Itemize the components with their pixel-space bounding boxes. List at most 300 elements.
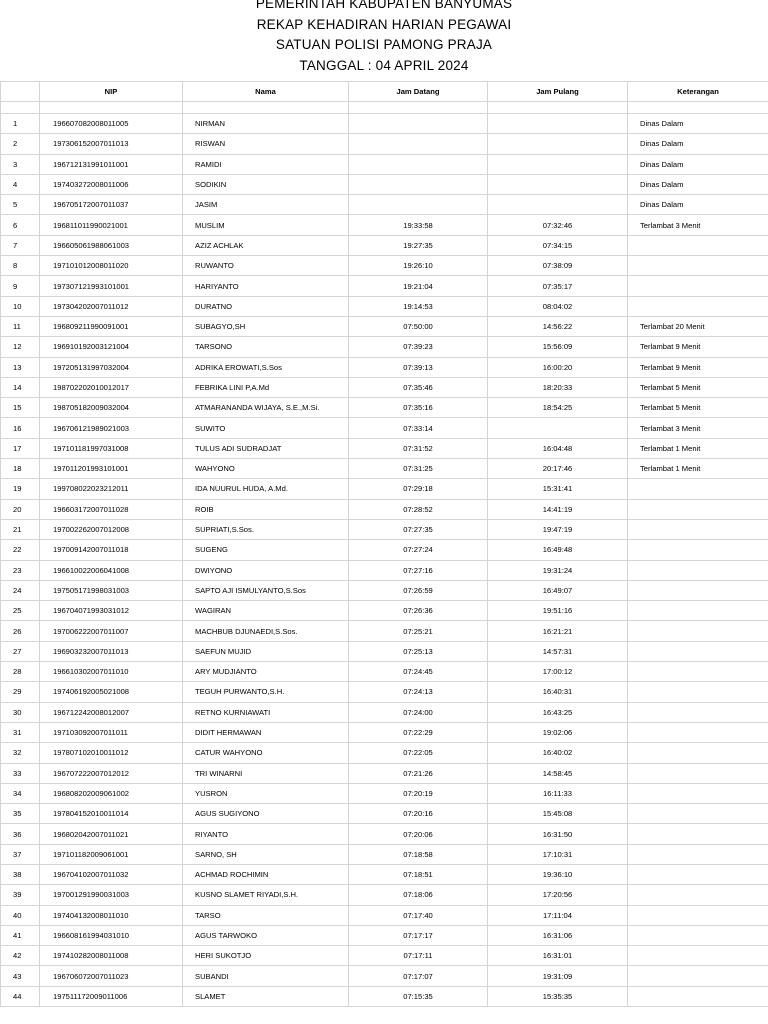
row-number: 26 <box>1 621 40 641</box>
jam-pulang-cell: 16:31:01 <box>488 946 628 966</box>
nama-cell: ACHMAD ROCHIMIN <box>183 864 349 884</box>
nama-cell: RETNO KURNIAWATI <box>183 702 349 722</box>
keterangan-cell <box>628 662 768 682</box>
row-number: 2 <box>1 134 40 154</box>
row-number: 13 <box>1 357 40 377</box>
jam-datang-cell: 07:50:00 <box>349 316 488 336</box>
row-number: 8 <box>1 256 40 276</box>
jam-pulang-cell: 15:45:08 <box>488 804 628 824</box>
table-row <box>1 256 768 276</box>
keterangan-cell: Terlambat 3 Menit <box>628 215 768 235</box>
row-number: 42 <box>1 946 40 966</box>
jam-pulang-cell: 15:35:35 <box>488 986 628 1006</box>
nama-cell: CATUR WAHYONO <box>183 743 349 763</box>
keterangan-cell: Dinas Dalam <box>628 134 768 154</box>
jam-datang-cell: 07:31:25 <box>349 459 488 479</box>
jam-datang-cell: 07:39:23 <box>349 337 488 357</box>
blank-cell <box>628 102 768 114</box>
jam-datang-cell: 07:39:13 <box>349 357 488 377</box>
jam-datang-cell: 07:15:35 <box>349 986 488 1006</box>
row-number: 3 <box>1 154 40 174</box>
blank-cell <box>183 102 349 114</box>
nama-cell: AZIZ ACHLAK <box>183 235 349 255</box>
nip-cell: 196808202009061002 <box>40 783 183 803</box>
table-row <box>1 540 768 560</box>
keterangan-cell <box>628 946 768 966</box>
nip-cell: 196712242008012007 <box>40 702 183 722</box>
nama-cell: JASIM <box>183 195 349 215</box>
jam-pulang-cell: 19:47:19 <box>488 519 628 539</box>
row-number: 40 <box>1 905 40 925</box>
nama-cell: ATMARANANDA WIJAYA, S.E.,M.Si. <box>183 398 349 418</box>
nip-cell: 197403272008011006 <box>40 174 183 194</box>
jam-pulang-cell: 14:57:31 <box>488 641 628 661</box>
nip-cell: 196605061988061003 <box>40 235 183 255</box>
table-row <box>1 641 768 661</box>
table-body <box>1 102 768 1007</box>
table-row <box>1 824 768 844</box>
nama-cell: TARSO <box>183 905 349 925</box>
jam-datang-cell: 07:24:13 <box>349 682 488 702</box>
nama-cell: TARSONO <box>183 337 349 357</box>
nip-cell: 197406192005021008 <box>40 682 183 702</box>
nama-cell: SUPRIATI,S.Sos. <box>183 519 349 539</box>
jam-datang-cell: 07:20:16 <box>349 804 488 824</box>
jam-pulang-cell: 16:04:48 <box>488 438 628 458</box>
keterangan-cell <box>628 702 768 722</box>
column-header-jam-pulang: Jam Pulang <box>488 82 628 102</box>
nip-cell: 196809211990091001 <box>40 316 183 336</box>
row-number: 43 <box>1 966 40 986</box>
jam-datang-cell: 19:27:35 <box>349 235 488 255</box>
nip-cell: 197306152007011013 <box>40 134 183 154</box>
jam-datang-cell: 07:22:05 <box>349 743 488 763</box>
keterangan-cell <box>628 783 768 803</box>
keterangan-cell <box>628 925 768 945</box>
jam-datang-cell: 19:33:58 <box>349 215 488 235</box>
row-number: 16 <box>1 418 40 438</box>
nama-cell: RIYANTO <box>183 824 349 844</box>
keterangan-cell: Terlambat 5 Menit <box>628 398 768 418</box>
keterangan-cell: Dinas Dalam <box>628 195 768 215</box>
row-number: 34 <box>1 783 40 803</box>
jam-datang-cell: 07:27:16 <box>349 560 488 580</box>
nip-cell: 197002262007012008 <box>40 519 183 539</box>
jam-datang-cell: 07:18:06 <box>349 885 488 905</box>
row-number: 11 <box>1 316 40 336</box>
nip-cell: 197001291990031003 <box>40 885 183 905</box>
nama-cell: ADRIKA EROWATI,S.Sos <box>183 357 349 377</box>
jam-pulang-cell <box>488 154 628 174</box>
jam-datang-cell <box>349 134 488 154</box>
table-row <box>1 864 768 884</box>
jam-pulang-cell: 14:58:45 <box>488 763 628 783</box>
nama-cell: WAGIRAN <box>183 601 349 621</box>
row-number: 37 <box>1 844 40 864</box>
jam-datang-cell: 07:25:21 <box>349 621 488 641</box>
table-header-row <box>1 82 768 102</box>
nip-cell: 197101182009061001 <box>40 844 183 864</box>
nama-cell: RAMIDI <box>183 154 349 174</box>
nip-cell: 197101181997031008 <box>40 438 183 458</box>
table-row <box>1 844 768 864</box>
jam-pulang-cell: 16:49:48 <box>488 540 628 560</box>
jam-pulang-cell <box>488 174 628 194</box>
jam-pulang-cell: 19:36:10 <box>488 864 628 884</box>
row-number: 12 <box>1 337 40 357</box>
jam-datang-cell: 07:35:16 <box>349 398 488 418</box>
jam-datang-cell: 07:25:13 <box>349 641 488 661</box>
keterangan-cell <box>628 621 768 641</box>
row-number: 10 <box>1 296 40 316</box>
jam-datang-cell <box>349 154 488 174</box>
jam-pulang-cell: 19:31:24 <box>488 560 628 580</box>
row-number: 7 <box>1 235 40 255</box>
row-number: 22 <box>1 540 40 560</box>
table-row <box>1 195 768 215</box>
nip-cell: 197103092007011011 <box>40 722 183 742</box>
jam-datang-cell: 07:20:19 <box>349 783 488 803</box>
table-row <box>1 946 768 966</box>
table-row <box>1 114 768 134</box>
jam-pulang-cell: 16:31:06 <box>488 925 628 945</box>
jam-pulang-cell: 16:49:07 <box>488 580 628 600</box>
jam-pulang-cell: 16:21:21 <box>488 621 628 641</box>
table-row <box>1 560 768 580</box>
nip-cell: 197006222007011007 <box>40 621 183 641</box>
row-number: 21 <box>1 519 40 539</box>
keterangan-cell <box>628 479 768 499</box>
blank-cell <box>1 102 40 114</box>
nama-cell: ROIB <box>183 499 349 519</box>
keterangan-cell <box>628 601 768 621</box>
jam-datang-cell: 07:35:46 <box>349 377 488 397</box>
nama-cell: HARIYANTO <box>183 276 349 296</box>
keterangan-cell <box>628 641 768 661</box>
nip-cell: 196705172007011037 <box>40 195 183 215</box>
jam-datang-cell: 19:21:04 <box>349 276 488 296</box>
report-title-unit: SATUAN POLISI PAMONG PRAJA <box>275 37 493 52</box>
nama-cell: AGUS TARWOKO <box>183 925 349 945</box>
row-number: 28 <box>1 662 40 682</box>
nama-cell: TRI WINARNI <box>183 763 349 783</box>
nip-cell: 196707222007012012 <box>40 763 183 783</box>
row-number: 9 <box>1 276 40 296</box>
jam-pulang-cell: 16:31:50 <box>488 824 628 844</box>
nama-cell: FEBRIKA LINI P,A.Md <box>183 377 349 397</box>
keterangan-cell <box>628 743 768 763</box>
jam-pulang-cell: 18:54:25 <box>488 398 628 418</box>
jam-datang-cell: 07:28:52 <box>349 499 488 519</box>
nip-cell: 197807102010011012 <box>40 743 183 763</box>
row-number: 18 <box>1 459 40 479</box>
nip-cell: 198702202010012017 <box>40 377 183 397</box>
nama-cell: DIDIT HERMAWAN <box>183 722 349 742</box>
keterangan-cell: Terlambat 1 Menit <box>628 438 768 458</box>
table-row <box>1 986 768 1006</box>
nip-cell: 196610302007011010 <box>40 662 183 682</box>
table-row <box>1 296 768 316</box>
jam-pulang-cell: 16:00:20 <box>488 357 628 377</box>
jam-datang-cell: 07:31:52 <box>349 438 488 458</box>
table-row <box>1 499 768 519</box>
nip-cell: 196811011990021001 <box>40 215 183 235</box>
nip-cell: 196712131991011001 <box>40 154 183 174</box>
keterangan-cell <box>628 235 768 255</box>
row-number: 23 <box>1 560 40 580</box>
nip-cell: 196610022006041008 <box>40 560 183 580</box>
table-row <box>1 682 768 702</box>
jam-pulang-cell: 14:41:19 <box>488 499 628 519</box>
nama-cell: SUBANDI <box>183 966 349 986</box>
nama-cell: TEGUH PURWANTO,S.H. <box>183 682 349 702</box>
nama-cell: ARY MUDJIANTO <box>183 662 349 682</box>
nip-cell: 197304202007011012 <box>40 296 183 316</box>
table-row <box>1 580 768 600</box>
keterangan-cell <box>628 519 768 539</box>
table-row <box>1 316 768 336</box>
jam-datang-cell: 07:21:26 <box>349 763 488 783</box>
column-header-nama: Nama <box>183 82 349 102</box>
table-row <box>1 276 768 296</box>
table-row <box>1 215 768 235</box>
nip-cell: 196607082008011005 <box>40 114 183 134</box>
row-number: 27 <box>1 641 40 661</box>
nama-cell: TULUS ADI SUDRADJAT <box>183 438 349 458</box>
table-row <box>1 154 768 174</box>
jam-datang-cell: 07:17:11 <box>349 946 488 966</box>
keterangan-cell: Terlambat 5 Menit <box>628 377 768 397</box>
blank-cell <box>349 102 488 114</box>
table-row <box>1 601 768 621</box>
jam-pulang-cell: 15:56:09 <box>488 337 628 357</box>
table-row <box>1 783 768 803</box>
jam-pulang-cell <box>488 195 628 215</box>
keterangan-cell <box>628 580 768 600</box>
nip-cell: 196704071993031012 <box>40 601 183 621</box>
table-row <box>1 804 768 824</box>
nama-cell: WAHYONO <box>183 459 349 479</box>
table-row <box>1 479 768 499</box>
row-number: 32 <box>1 743 40 763</box>
nip-cell: 197011201993101001 <box>40 459 183 479</box>
table-row <box>1 438 768 458</box>
row-number: 29 <box>1 682 40 702</box>
nama-cell: DWIYONO <box>183 560 349 580</box>
jam-pulang-cell: 15:31:41 <box>488 479 628 499</box>
keterangan-cell: Dinas Dalam <box>628 174 768 194</box>
jam-pulang-cell: 19:02:06 <box>488 722 628 742</box>
nip-cell: 197009142007011018 <box>40 540 183 560</box>
nama-cell: SAPTO AJI ISMULYANTO,S.Sos <box>183 580 349 600</box>
row-number: 19 <box>1 479 40 499</box>
keterangan-cell <box>628 844 768 864</box>
row-number: 17 <box>1 438 40 458</box>
keterangan-cell: Terlambat 3 Menit <box>628 418 768 438</box>
jam-pulang-cell: 16:40:31 <box>488 682 628 702</box>
table-row <box>1 418 768 438</box>
nama-cell: RUWANTO <box>183 256 349 276</box>
keterangan-cell <box>628 560 768 580</box>
row-number: 30 <box>1 702 40 722</box>
table-row <box>1 134 768 154</box>
table-row <box>1 357 768 377</box>
nip-cell: 196704102007011032 <box>40 864 183 884</box>
row-number: 25 <box>1 601 40 621</box>
keterangan-cell <box>628 864 768 884</box>
jam-pulang-cell: 17:20:56 <box>488 885 628 905</box>
nama-cell: HERI SUKOTJO <box>183 946 349 966</box>
jam-datang-cell: 07:26:36 <box>349 601 488 621</box>
nip-cell: 196608161994031010 <box>40 925 183 945</box>
nip-cell: 197505171998031003 <box>40 580 183 600</box>
nama-cell: SLAMET <box>183 986 349 1006</box>
row-number: 6 <box>1 215 40 235</box>
jam-pulang-cell: 18:20:33 <box>488 377 628 397</box>
nip-cell: 196706072007011023 <box>40 966 183 986</box>
keterangan-cell <box>628 824 768 844</box>
keterangan-cell <box>628 763 768 783</box>
table-row <box>1 459 768 479</box>
jam-pulang-cell: 17:11:04 <box>488 905 628 925</box>
jam-datang-cell: 07:18:58 <box>349 844 488 864</box>
nama-cell: SUWITO <box>183 418 349 438</box>
table-row <box>1 925 768 945</box>
nip-cell: 197101012008011020 <box>40 256 183 276</box>
keterangan-cell <box>628 256 768 276</box>
jam-pulang-cell: 19:51:16 <box>488 601 628 621</box>
keterangan-cell <box>628 986 768 1006</box>
nama-cell: KUSNO SLAMET RIYADI,S.H. <box>183 885 349 905</box>
table-row <box>1 905 768 925</box>
row-number: 1 <box>1 114 40 134</box>
nip-cell: 197511172009011006 <box>40 986 183 1006</box>
nip-cell: 197307121993101001 <box>40 276 183 296</box>
jam-pulang-cell: 19:31:09 <box>488 966 628 986</box>
jam-datang-cell: 07:27:35 <box>349 519 488 539</box>
keterangan-cell <box>628 804 768 824</box>
jam-pulang-cell: 14:56:22 <box>488 316 628 336</box>
keterangan-cell <box>628 885 768 905</box>
nama-cell: IDA NUURUL HUDA, A.Md. <box>183 479 349 499</box>
table-row <box>1 885 768 905</box>
table-row <box>1 398 768 418</box>
table-row <box>1 621 768 641</box>
jam-datang-cell: 07:17:40 <box>349 905 488 925</box>
nama-cell: DURATNO <box>183 296 349 316</box>
jam-datang-cell <box>349 195 488 215</box>
nama-cell: SODIKIN <box>183 174 349 194</box>
nip-cell: 196903232007011013 <box>40 641 183 661</box>
keterangan-cell <box>628 276 768 296</box>
jam-pulang-cell: 07:35:17 <box>488 276 628 296</box>
table-row <box>1 702 768 722</box>
jam-datang-cell: 07:17:07 <box>349 966 488 986</box>
keterangan-cell: Terlambat 1 Menit <box>628 459 768 479</box>
row-number: 33 <box>1 763 40 783</box>
table-row <box>1 722 768 742</box>
nip-cell: 198705182009032004 <box>40 398 183 418</box>
keterangan-cell <box>628 682 768 702</box>
keterangan-cell <box>628 499 768 519</box>
table-row <box>1 966 768 986</box>
jam-pulang-cell: 07:32:46 <box>488 215 628 235</box>
jam-pulang-cell: 07:38:09 <box>488 256 628 276</box>
keterangan-cell: Dinas Dalam <box>628 154 768 174</box>
jam-datang-cell: 07:26:59 <box>349 580 488 600</box>
row-number: 35 <box>1 804 40 824</box>
keterangan-cell <box>628 722 768 742</box>
nama-cell: MACHBUB DJUNAEDI,S.Sos. <box>183 621 349 641</box>
row-number: 41 <box>1 925 40 945</box>
jam-datang-cell: 19:14:53 <box>349 296 488 316</box>
row-number: 24 <box>1 580 40 600</box>
report-header <box>0 0 768 76</box>
blank-row <box>1 102 768 114</box>
nip-cell: 196603172007011028 <box>40 499 183 519</box>
table-row <box>1 174 768 194</box>
nama-cell: RISWAN <box>183 134 349 154</box>
jam-pulang-cell: 17:10:31 <box>488 844 628 864</box>
row-number: 38 <box>1 864 40 884</box>
nip-cell: 196706121989021003 <box>40 418 183 438</box>
jam-datang-cell <box>349 174 488 194</box>
report-title-recap: REKAP KEHADIRAN HARIAN PEGAWAI <box>256 16 512 32</box>
nip-cell: 196802042007011021 <box>40 824 183 844</box>
attendance-table <box>0 81 768 1007</box>
report-title-date: TANGGAL : 04 APRIL 2024 <box>299 57 469 73</box>
nama-cell: AGUS SUGIYONO <box>183 804 349 824</box>
nama-cell: MUSLIM <box>183 215 349 235</box>
nama-cell: SUGENG <box>183 540 349 560</box>
table-row <box>1 337 768 357</box>
table-row <box>1 235 768 255</box>
table-row <box>1 662 768 682</box>
row-number: 5 <box>1 195 40 215</box>
column-header-nip: NIP <box>40 82 183 102</box>
jam-pulang-cell: 16:43:25 <box>488 702 628 722</box>
table-row <box>1 519 768 539</box>
column-header-keterangan: Keterangan <box>628 82 768 102</box>
jam-pulang-cell: 20:17:46 <box>488 459 628 479</box>
jam-datang-cell: 19:26:10 <box>349 256 488 276</box>
jam-datang-cell: 07:22:29 <box>349 722 488 742</box>
jam-pulang-cell: 08:04:02 <box>488 296 628 316</box>
jam-datang-cell: 07:24:45 <box>349 662 488 682</box>
nip-cell: 196910192003121004 <box>40 337 183 357</box>
nip-cell: 197205131997032004 <box>40 357 183 377</box>
table-row <box>1 763 768 783</box>
keterangan-cell: Terlambat 20 Menit <box>628 316 768 336</box>
report-title-agency: PEMERINTAH KABUPATEN BANYUMAS <box>255 0 513 11</box>
jam-pulang-cell: 17:00:12 <box>488 662 628 682</box>
table-row <box>1 743 768 763</box>
column-header-jam-datang: Jam Datang <box>349 82 488 102</box>
nip-cell: 197804152010011014 <box>40 804 183 824</box>
nama-cell: YUSRON <box>183 783 349 803</box>
keterangan-cell: Dinas Dalam <box>628 114 768 134</box>
jam-datang-cell: 07:20:06 <box>349 824 488 844</box>
jam-datang-cell: 07:29:18 <box>349 479 488 499</box>
nip-cell: 199708022023212011 <box>40 479 183 499</box>
nama-cell: SUBAGYO,SH <box>183 316 349 336</box>
keterangan-cell <box>628 540 768 560</box>
jam-pulang-cell <box>488 418 628 438</box>
table-row <box>1 377 768 397</box>
jam-pulang-cell <box>488 134 628 154</box>
row-number: 36 <box>1 824 40 844</box>
column-header-no <box>1 82 40 102</box>
